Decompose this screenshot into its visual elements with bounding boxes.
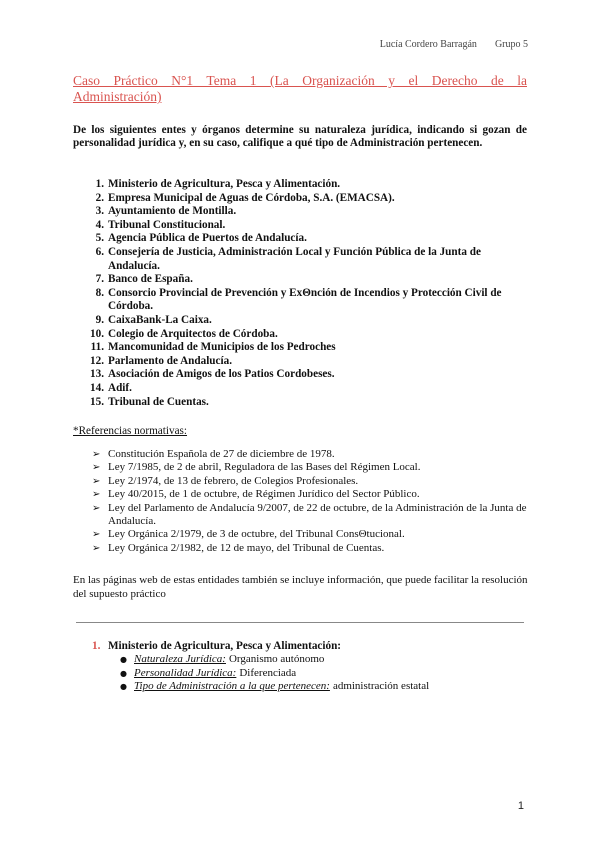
entity-number: 6. bbox=[95, 245, 104, 258]
answer-item bbox=[120, 667, 528, 680]
answer-heading bbox=[92, 640, 528, 653]
reference-text: Ley 2/1974, de 13 de febrero, de Colegios Profesionales. bbox=[108, 474, 359, 487]
section-divider bbox=[76, 622, 524, 623]
reference-item bbox=[92, 542, 528, 555]
entity-text: Colegio de Arquitectos de Córdoba. bbox=[108, 327, 278, 340]
reference-item bbox=[92, 475, 528, 488]
answer-value: administración estatal bbox=[332, 680, 430, 693]
entity-text: Empresa Municipal de Aguas de Córdoba, S.A. (EMACSA). bbox=[108, 191, 395, 204]
answer-heading-text: Ministerio de Agricultura, Pesca y Alimentación: bbox=[108, 640, 342, 652]
entity-number: 9. bbox=[95, 313, 104, 326]
arrow-bullet-icon: ➢ bbox=[92, 462, 101, 474]
entity-item bbox=[90, 368, 528, 382]
answer-number: 1. bbox=[92, 640, 101, 652]
intro-paragraph: De los siguientes entes y órganos determine su naturaleza jurídica, indicando si gozan de personalidad jurídica y, en su caso, califique a qué tipo de Administración pertenecen. bbox=[73, 124, 527, 150]
entity-text: Adif. bbox=[108, 381, 132, 394]
entity-text: Tribunal Constitucional. bbox=[108, 218, 226, 231]
entity-number: 5. bbox=[95, 232, 104, 245]
entity-item bbox=[90, 327, 528, 342]
reference-text: Constitución Española de 27 de diciembre de 1978. bbox=[108, 448, 335, 460]
reference-item bbox=[92, 528, 528, 541]
answer-label: Personalidad Jurídica: bbox=[134, 666, 237, 679]
answer-value: Organismo autónomo bbox=[228, 653, 325, 666]
answer-label: Tipo de Administración a la que pertenecen: bbox=[134, 680, 330, 693]
entity-text: Mancomunidad de Municipios de los Pedroches bbox=[108, 341, 336, 354]
answer-value: Diferenciada bbox=[239, 666, 297, 679]
entity-number: 8. bbox=[95, 286, 104, 299]
entity-number: 12. bbox=[90, 354, 104, 367]
entity-text: Asociación de Amigos de los Patios Cordobeses. bbox=[108, 368, 335, 381]
header-group: Grupo 5 bbox=[494, 39, 528, 50]
reference-item bbox=[92, 488, 528, 501]
entity-text: Consejería de Justicia, Administración Local y Función Pública de la Junta de Andalucía. bbox=[108, 245, 481, 272]
entity-number: 3. bbox=[95, 205, 104, 218]
entity-number: 2. bbox=[95, 191, 104, 204]
entity-text: Parlamento de Andalucía. bbox=[108, 354, 232, 367]
entity-item bbox=[95, 205, 528, 219]
arrow-bullet-icon: ➢ bbox=[92, 489, 101, 501]
entity-item bbox=[95, 218, 528, 233]
page-number: 1 bbox=[517, 800, 524, 812]
entity-item bbox=[90, 395, 528, 410]
entity-text: Ministerio de Agricultura, Pesca y Alimentación. bbox=[108, 178, 341, 190]
entity-item bbox=[95, 232, 528, 246]
arrow-bullet-icon: ➢ bbox=[92, 449, 101, 460]
entity-item bbox=[95, 178, 528, 192]
entity-text: Agencia Pública de Puertos de Andalucía. bbox=[108, 232, 307, 245]
references-list bbox=[92, 448, 528, 555]
entity-item bbox=[95, 286, 528, 314]
reference-text: Ley 40/2015, de 1 de octubre, de Régimen Jurídico del Sector Público. bbox=[108, 488, 420, 501]
entity-number: 11. bbox=[90, 341, 104, 354]
entity-number: 13. bbox=[90, 368, 104, 381]
entity-item bbox=[90, 341, 528, 355]
entity-item bbox=[95, 191, 528, 206]
reference-text: Ley del Parlamento de Andalucía 9/2007, de 22 de octubre, de la Administración de la Junta de Andalucía. bbox=[108, 501, 527, 528]
entity-item bbox=[95, 313, 528, 328]
note-paragraph: En las páginas web de estas entidades también se incluye información, que puede facilitar la resolución del supuesto práctico bbox=[73, 574, 528, 600]
answer-section bbox=[92, 640, 528, 694]
reference-item bbox=[92, 461, 528, 474]
arrow-bullet-icon: ➢ bbox=[92, 475, 101, 487]
entity-number: 7. bbox=[95, 273, 104, 286]
entity-number: 1. bbox=[95, 178, 104, 190]
bullet-dot-icon: ● bbox=[120, 682, 127, 692]
entities-list bbox=[90, 178, 528, 409]
entity-text: Ayuntamiento de Montilla. bbox=[108, 205, 237, 218]
entity-item bbox=[90, 381, 528, 396]
answer-list bbox=[92, 653, 528, 693]
bullet-dot-icon: ● bbox=[120, 655, 127, 665]
entity-number: 15. bbox=[90, 395, 104, 408]
references-title: *Referencias normativas: bbox=[73, 425, 188, 437]
entity-number: 4. bbox=[95, 218, 104, 231]
entity-number: 14. bbox=[90, 381, 104, 394]
arrow-bullet-icon: ➢ bbox=[92, 542, 101, 554]
reference-item bbox=[92, 448, 528, 461]
entity-text: Banco de España. bbox=[108, 273, 193, 286]
answer-item bbox=[120, 680, 528, 693]
reference-text: Ley Orgánica 2/1982, de 12 de mayo, del Tribunal de Cuentas. bbox=[108, 541, 385, 554]
entity-text: Consorcio Provincial de Prevención y ExΘnción de Incendios y Protección Civil de Córdoba. bbox=[108, 286, 502, 313]
entity-item bbox=[90, 354, 528, 369]
arrow-bullet-icon: ➢ bbox=[92, 502, 101, 514]
entity-item bbox=[95, 273, 528, 287]
header-author: Lucía Cordero Barragán bbox=[379, 39, 477, 50]
answer-item bbox=[120, 653, 528, 666]
arrow-bullet-icon: ➢ bbox=[92, 529, 101, 541]
page-header bbox=[380, 39, 528, 50]
document-title: Caso Práctico N°1 Tema 1 (La Organización y el Derecho de la Administración) bbox=[73, 73, 527, 104]
entity-text: CaixaBank-La Caixa. bbox=[108, 313, 212, 326]
reference-item bbox=[92, 502, 528, 529]
bullet-dot-icon: ● bbox=[120, 668, 127, 678]
reference-text: Ley 7/1985, de 2 de abril, Reguladora de las Bases del Régimen Local. bbox=[108, 461, 421, 474]
reference-text: Ley Orgánica 2/1979, de 3 de octubre, del Tribunal ConsΘtucional. bbox=[108, 528, 405, 541]
entity-item bbox=[95, 245, 528, 273]
answer-label: Naturaleza Jurídica: bbox=[134, 653, 226, 666]
entity-text: Tribunal de Cuentas. bbox=[108, 395, 209, 408]
entity-number: 10. bbox=[90, 327, 104, 340]
